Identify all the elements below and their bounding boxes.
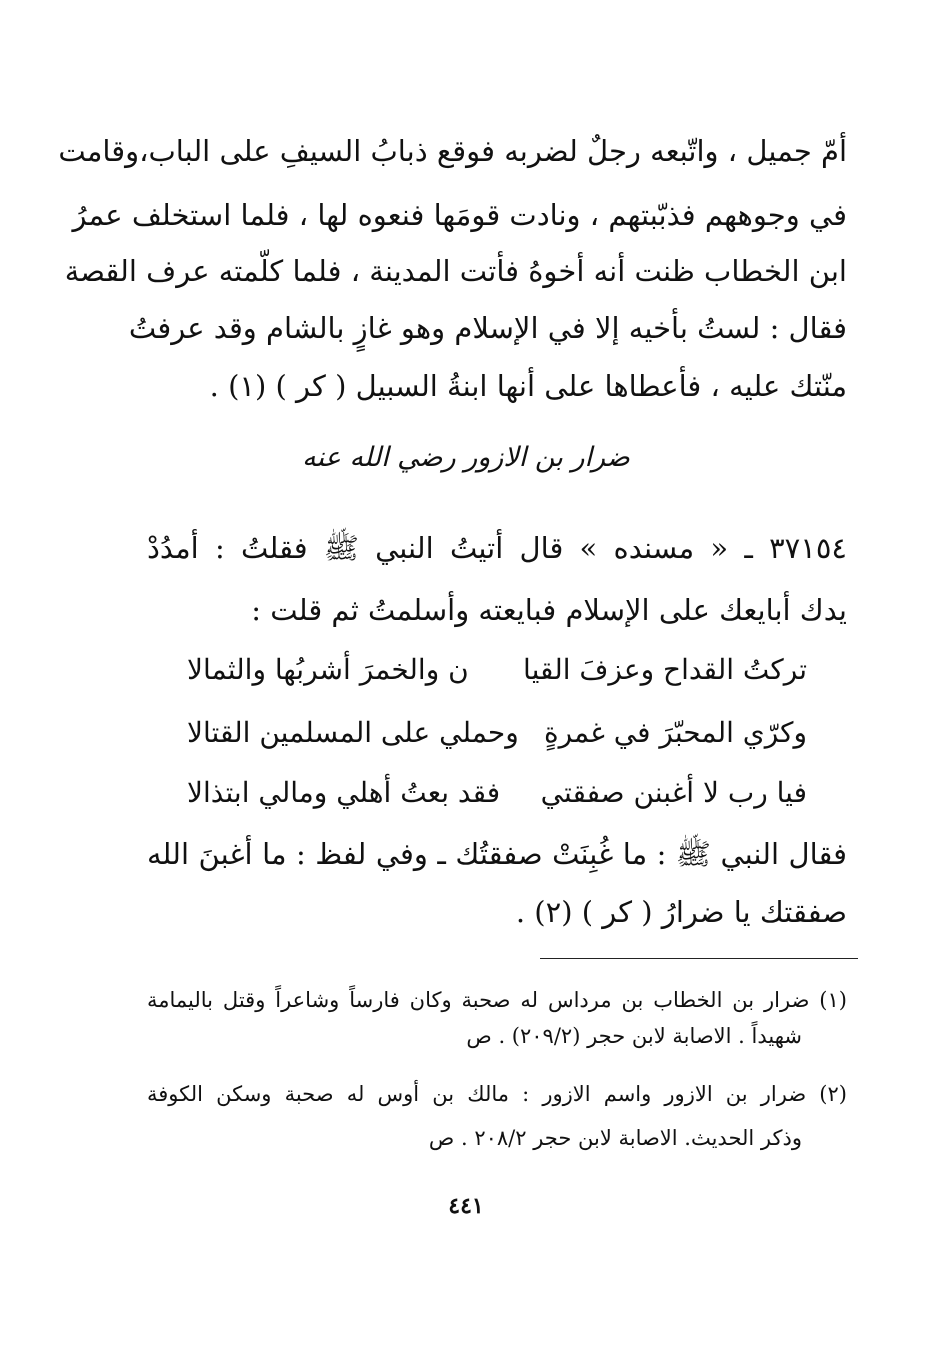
poem-hemistich-first: فيا رب لا أغبنن صفقتي	[540, 776, 807, 809]
poem-hemistich-first: تركتُ القداح وعزفَ القيا	[523, 653, 807, 686]
footnote-divider	[540, 958, 858, 959]
body-line: منّتك عليه ، فأعطاها على أنها ابنةُ السبيل ( كر ) (١) .	[209, 369, 847, 403]
hadith-closing-line: صفقتك يا ضرارُ ( كر ) (٢) .	[515, 895, 847, 929]
footnote-line: شهيداً . الاصابة لابن حجر (٢٠٩/٢) . ص	[466, 1024, 802, 1048]
hadith-intro-line: يدك أبايعك على الإسلام فبايعته وأسلمتُ ثم قلت :	[251, 593, 847, 627]
section-heading: ضرار بن الازور رضي الله عنه	[302, 442, 630, 473]
body-line: ابن الخطاب ظنت أنه أخوهُ فأتت المدينة ، فلما كلّمته عرف القصة	[64, 254, 847, 288]
footnote-line: وذكر الحديث. الاصابة لابن حجر ٢٠٨/٢ . ص	[428, 1126, 802, 1150]
body-line: أمّ جميل ، واتّبعه رجلٌ لضربه فوقع ذبابُ السيفِ على الباب،وقامت	[58, 134, 847, 168]
poem-hemistich-first: وكرّي المحبّرَ في غمرةٍ	[543, 716, 807, 749]
poem-hemistich-second: وحملي على المسلمين القتالا	[187, 716, 519, 749]
page-number: ٤٤١	[448, 1193, 484, 1219]
body-line: فقال : لستُ بأخيه إلا في الإسلام وهو غازٍ بالشام وقد عرفتُ	[128, 311, 847, 345]
poem-hemistich-second: فقد بعتُ أهلي ومالي ابتذالا	[187, 776, 501, 809]
footnote-line: (١) ضرار بن الخطاب بن مرداس له صحبة وكان فارساً وشاعراً وقتل باليمامة	[147, 988, 847, 1012]
footnote-line: (٢) ضرار بن الازور واسم الازور : مالك بن أوس له صحبة وسكن الكوفة	[147, 1082, 847, 1106]
hadith-intro-line: ٣٧١٥٤ ـ « مسنده » قال أتيتُ النبي ﷺ فقلتُ : أمدُدْ	[147, 531, 847, 565]
hadith-closing-line: فقال النبي ﷺ : ما غُبِنَتْ صفقتُك ـ وفي لفظ : ما أغبنَ الله	[147, 837, 847, 871]
body-line: في وجوههم فذبّبتهم ، ونادت قومَها فنعوه لها ، فلما استخلف عمرُ	[72, 198, 847, 232]
poem-hemistich-second: ن والخمرَ أشربُها والثمالا	[187, 653, 469, 686]
